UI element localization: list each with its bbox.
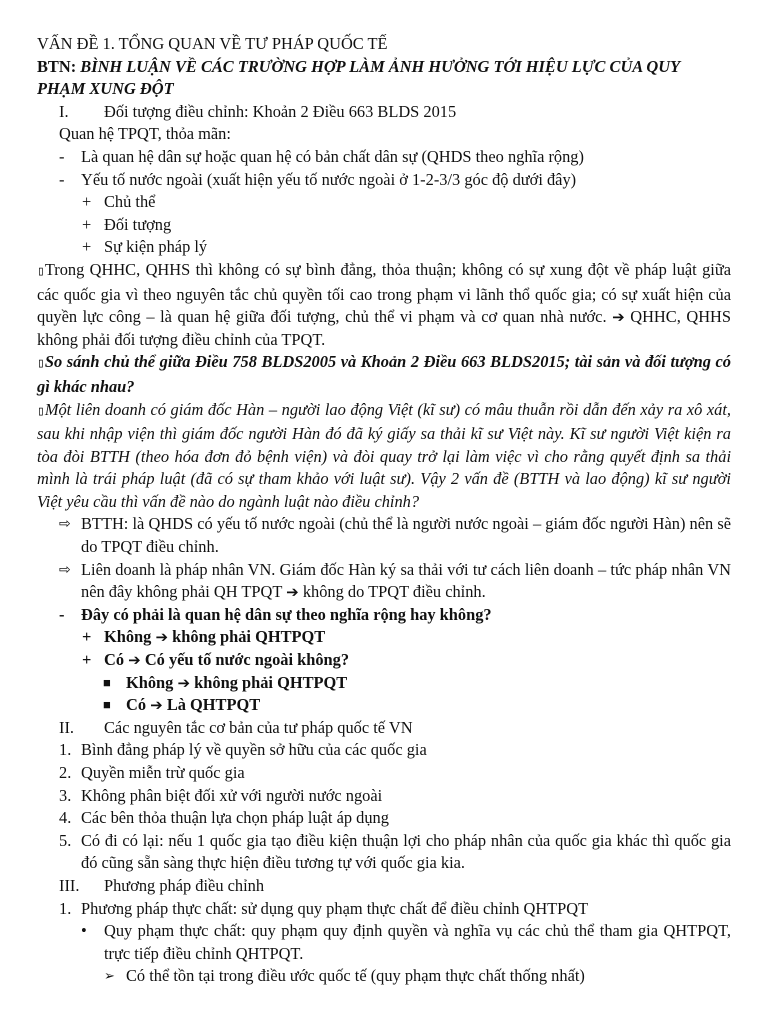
numbered-item bbox=[0, 807, 768, 830]
plus-bullet: + bbox=[82, 214, 92, 234]
numbered-item bbox=[0, 830, 768, 875]
numbered-item bbox=[0, 762, 768, 785]
answer-item bbox=[0, 513, 768, 558]
missing-glyph-icon: ▯ bbox=[37, 403, 45, 419]
btn-heading bbox=[0, 56, 768, 101]
numbered-item bbox=[0, 739, 768, 762]
plus-bullet: + bbox=[82, 627, 92, 647]
list-item-text: Có yếu tố nước ngoài không? bbox=[140, 650, 350, 670]
case-study bbox=[0, 399, 768, 514]
list-item-text: Sự kiện pháp lý bbox=[104, 237, 208, 257]
btn-text: BÌNH LUẬN VỀ CÁC TRƯỜNG HỢP LÀM ẢNH HƯỞNG TỚI HIỆU LỰC CỦA QUY PHẠM XUNG ĐỘT bbox=[37, 56, 680, 99]
list-item-text: Có bbox=[126, 695, 151, 715]
list-item bbox=[0, 604, 768, 627]
list-item bbox=[0, 236, 768, 259]
case-study-text: Một liên doanh có giám đốc Hàn – người lao động Việt (kĩ sư) có mâu thuẫn rồi dẫn đến xảy ra xô xát, sau khi nhập viện thì giám đốc người Hàn đó đã ký giấy sa thải kĩ sư Việt này. Kĩ sư người Việt kiện ra tòa đòi BTTH (theo hóa đơn đỏ bệnh viện) và đòi quay trở lại làm việc vì cho rằng quyết định sa thải mình là trái pháp luật (đã có sự tham khảo với luật sư). Vậy 2 vấn đề (BTTH và lao động) kĩ sư người Việt yêu cầu thì vấn đề nào do ngành luật nào điều chỉnh? bbox=[37, 399, 731, 511]
question bbox=[0, 351, 768, 398]
section-title: Đối tượng điều chỉnh: Khoản 2 Điều 663 BLDS 2015 bbox=[104, 101, 457, 121]
plus-bullet: + bbox=[82, 192, 92, 212]
paragraph bbox=[0, 259, 768, 351]
list-item-text: không phải QHTPQT bbox=[168, 627, 326, 647]
right-arrow-icon: ➔ bbox=[286, 583, 299, 602]
list-item bbox=[0, 920, 768, 965]
item-number: 1. bbox=[59, 740, 72, 760]
arrowhead-bullet-icon: ➢ bbox=[104, 968, 115, 984]
list-item bbox=[0, 214, 768, 237]
numbered-item bbox=[0, 785, 768, 808]
btn-label: BTN: bbox=[37, 56, 81, 76]
section-2-heading bbox=[0, 717, 768, 740]
section-3-heading bbox=[0, 875, 768, 898]
paragraph-text: QHHC, QHHS không phải đối tượng điều chỉnh của TPQT. bbox=[37, 307, 731, 349]
list-item-text: Yếu tố nước ngoài (xuất hiện yếu tố nước ngoài ở 1-2-3/3 góc độ dưới đây) bbox=[81, 169, 577, 189]
dash-bullet: - bbox=[59, 604, 65, 624]
hollow-arrow-bullet-icon: ⇨ bbox=[59, 516, 71, 533]
answer-text: Liên doanh là pháp nhân VN. Giám đốc Hàn ký sa thải với tư cách liên doanh – tức pháp nhân VN nên đây không phải QH TPQT bbox=[81, 559, 731, 602]
item-text: Không phân biệt đối xử với người nước ngoài bbox=[81, 785, 383, 805]
list-item-text: Đối tượng bbox=[104, 214, 172, 234]
hollow-arrow-bullet-icon: ⇨ bbox=[59, 561, 71, 578]
document-page bbox=[0, 33, 768, 988]
list-item-text: Không bbox=[126, 672, 178, 692]
question-text: So sánh chủ thể giữa Điều 758 BLDS2005 và Khoản 2 Điều 663 BLDS2015; tài sản và đối tượng có gì khác nhau? bbox=[37, 352, 731, 396]
item-text: Có đi có lại: nếu 1 quốc gia tạo điều kiện thuận lợi cho pháp nhân của quốc gia khác thì quốc gia đó cũng sẵn sàng thực hiện điều tương tự với quốc gia kia. bbox=[81, 830, 731, 873]
answer-item bbox=[0, 559, 768, 604]
section-title: Các nguyên tắc cơ bản của tư pháp quốc tế VN bbox=[104, 717, 413, 737]
section-1-heading bbox=[0, 101, 768, 124]
list-item-text: không phải QHTPQT bbox=[190, 672, 348, 692]
list-item bbox=[0, 965, 768, 988]
item-number: 1. bbox=[59, 898, 72, 918]
list-item-text: Không bbox=[104, 627, 156, 647]
paragraph-text: Trong QHHC, QHHS thì không có sự bình đẳng, thỏa thuận; không có sự xung đột về pháp luật giữa các quốc gia vì theo nguyên tắc chủ quyền tối cao trong phạm vi lãnh thổ quốc gia; có sự xuất hiện của quyền lực công – là quan hệ giữa đối tượng, chủ thể vi phạm và cơ quan nhà nước. bbox=[37, 259, 731, 327]
relation-intro: Quan hệ TPQT, thỏa mãn: bbox=[59, 124, 231, 144]
item-text: Quyền miễn trừ quốc gia bbox=[81, 763, 245, 782]
document-title: VẤN ĐỀ 1. TỔNG QUAN VỀ TƯ PHÁP QUỐC TẾ bbox=[37, 34, 388, 53]
right-arrow-icon: ➔ bbox=[177, 673, 191, 692]
right-arrow-icon: ➔ bbox=[128, 651, 141, 670]
list-item-text: Là quan hệ dân sự hoặc quan hệ có bản chất dân sự (QHDS theo nghĩa rộng) bbox=[81, 146, 584, 166]
missing-glyph-icon: ▯ bbox=[37, 356, 45, 372]
item-number: 5. bbox=[59, 830, 72, 850]
square-bullet-icon: ■ bbox=[103, 697, 111, 713]
list-item-text: Chủ thể bbox=[104, 192, 156, 212]
list-item-text: Đây có phải là quan hệ dân sự theo nghĩa rộng hay không? bbox=[81, 604, 492, 624]
plus-bullet: + bbox=[82, 237, 92, 257]
list-item-text: Là QHTPQT bbox=[162, 695, 261, 715]
list-item bbox=[0, 146, 768, 169]
section-number: I. bbox=[59, 101, 69, 121]
right-arrow-icon: ➔ bbox=[150, 696, 163, 715]
list-item-text: Quy phạm thực chất: quy phạm quy định quyền và nghĩa vụ các chủ thể tham gia QHTPQT, trực tiếp điều chỉnh QHTPQT. bbox=[104, 921, 731, 963]
right-arrow-icon: ➔ bbox=[612, 308, 625, 327]
dash-bullet: - bbox=[59, 169, 65, 189]
list-item-text: Có thể tồn tại trong điều ước quốc tế (quy phạm thực chất thống nhất) bbox=[126, 966, 585, 986]
numbered-item bbox=[0, 898, 768, 921]
item-number: 2. bbox=[59, 763, 72, 782]
section-number: III. bbox=[59, 875, 80, 895]
list-item bbox=[0, 672, 768, 695]
section-number: II. bbox=[59, 717, 75, 737]
right-arrow-icon: ➔ bbox=[155, 628, 169, 647]
item-text: Phương pháp thực chất: sử dụng quy phạm thực chất để điều chỉnh QHTPQT bbox=[81, 898, 589, 918]
item-number: 3. bbox=[59, 785, 72, 805]
square-bullet-icon: ■ bbox=[103, 674, 111, 690]
section-title: Phương pháp điều chỉnh bbox=[104, 875, 265, 895]
item-text: Các bên thỏa thuận lựa chọn pháp luật áp dụng bbox=[81, 808, 389, 828]
item-text: Bình đẳng pháp lý về quyền sở hữu của các quốc gia bbox=[81, 740, 427, 760]
plus-bullet: + bbox=[82, 650, 92, 670]
missing-glyph-icon: ▯ bbox=[37, 263, 45, 279]
answer-text: không do TPQT điều chỉnh. bbox=[298, 582, 486, 602]
dash-bullet: - bbox=[59, 146, 65, 166]
list-item bbox=[0, 191, 768, 214]
answer-text: BTTH: là QHDS có yếu tố nước ngoài (chủ thể là người nước ngoài – giám đốc người Hàn) nên sẽ do TPQT điều chỉnh. bbox=[81, 514, 731, 557]
list-item-text: Có bbox=[104, 650, 129, 670]
item-number: 4. bbox=[59, 808, 72, 828]
list-item bbox=[0, 169, 768, 192]
round-bullet-icon: • bbox=[81, 921, 87, 941]
list-item bbox=[0, 649, 768, 672]
list-item bbox=[0, 694, 768, 717]
list-item bbox=[0, 626, 768, 649]
